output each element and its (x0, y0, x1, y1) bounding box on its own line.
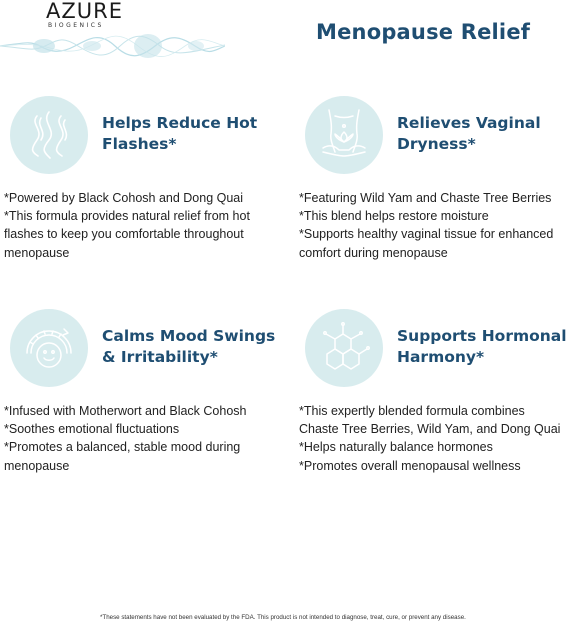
feature-point: *Infused with Motherwort and Black Cohosh (4, 404, 247, 418)
feature-point: *Powered by Black Cohosh and Dong Quai (4, 191, 244, 205)
flame-waves-icon (10, 96, 88, 174)
feature-points (299, 189, 561, 262)
feature-point: *This formula provides natural relief from hot flashes to keep you comfortable throughout menopause (4, 209, 250, 260)
lotus-torso-icon (305, 96, 383, 174)
feature-points (4, 402, 272, 475)
feature-point: *This expertly blended formula combines Chaste Tree Berries, Wild Yam, and Dong Quai (299, 404, 561, 437)
feature-points (4, 189, 272, 262)
feature-points (299, 402, 561, 475)
feature-title: Supports Hormonal Harmony* (397, 327, 567, 366)
brand-logo (0, 0, 230, 70)
feature-title: Helps Reduce Hot Flashes* (102, 114, 258, 153)
feature-point: *Promotes a balanced, stable mood during menopause (4, 440, 241, 473)
feature-title: Relieves Vaginal Dryness* (397, 114, 541, 153)
fda-disclaimer: *These statements have not been evaluated by the FDA. This product is not intended to diagnose, treat, cure, or prevent any disease. (100, 614, 466, 621)
brand-name: AZURE (46, 0, 123, 23)
smiley-gauge-icon (10, 309, 88, 387)
feature-title: Calms Mood Swings & Irritability* (102, 327, 276, 366)
page-title: Menopause Relief (316, 20, 531, 44)
feature-point: *Helps naturally balance hormones (299, 440, 493, 455)
brand-tagline: BIOGENICS (48, 22, 104, 29)
wave-icon (0, 28, 225, 64)
feature-point: *Featuring Wild Yam and Chaste Tree Berries (299, 191, 552, 205)
feature-point: *Soothes emotional fluctuations (4, 422, 180, 437)
feature-point: *This blend helps restore moisture (299, 209, 489, 224)
feature-point: *Promotes overall menopausal wellness (299, 458, 521, 473)
molecule-hexagon-icon (305, 309, 383, 387)
feature-point: *Supports healthy vaginal tissue for enhanced comfort during menopause (299, 227, 554, 260)
